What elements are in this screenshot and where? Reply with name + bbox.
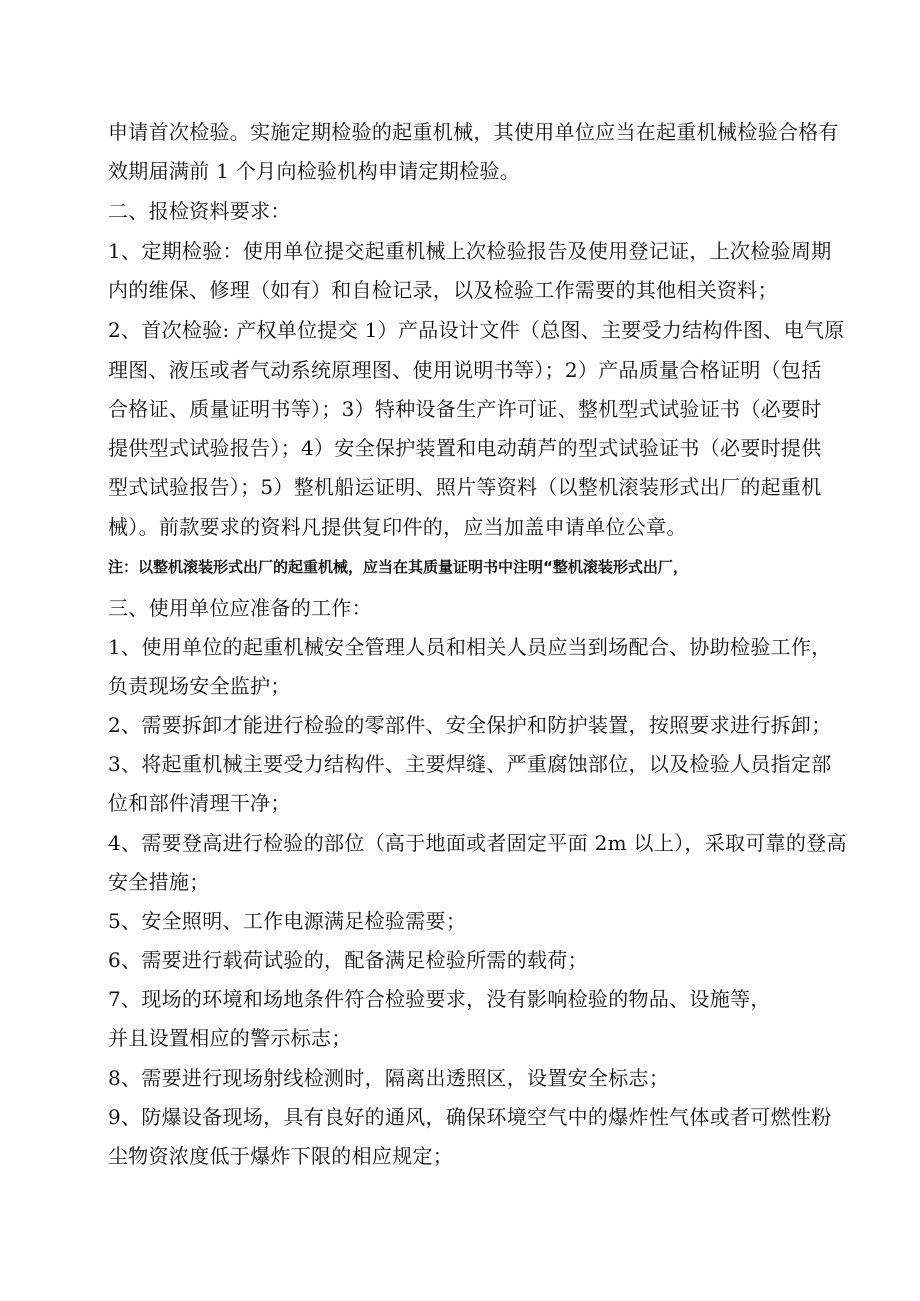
paragraph-line: 并且设置相应的警示标志； <box>108 1026 352 1050</box>
paragraph-line: 7、现场的环境和场地条件符合检验要求，没有影响检验的物品、设施等， <box>108 987 771 1011</box>
paragraph-line: 申请首次检验。实施定期检验的起重机械，其使用单位应当在起重机械检验合格有 <box>108 120 839 144</box>
paragraph-line: 安全措施； <box>108 870 210 894</box>
paragraph-line: 9、防爆设备现场，具有良好的通风，确保环境空气中的爆炸性气体或者可燃性粉 <box>108 1105 832 1129</box>
paragraph-line: 1、使用单位的起重机械安全管理人员和相关人员应当到场配合、协助检验工作， <box>108 635 832 659</box>
paragraph-line: 负责现场安全监护； <box>108 674 291 698</box>
paragraph-line: 提供型式试验报告）；4）安全保护装置和电动葫芦的型式试验证书（必要时提供 <box>108 436 822 460</box>
paragraph-line: 6、需要进行载荷试验的，配备满足检验所需的载荷； <box>108 948 588 972</box>
paragraph-line: 械）。前款要求的资料凡提供复印件的，应当加盖申请单位公章。 <box>108 515 687 539</box>
section-heading: 二、报检资料要求： <box>108 199 291 223</box>
paragraph-line: 3、将起重机械主要受力结构件、主要焊缝、严重腐蚀部位，以及检验人员指定部 <box>108 752 832 776</box>
paragraph-line: 4、需要登高进行检验的部位（高于地面或者固定平面 2m 以上），采取可靠的登高 <box>108 831 847 855</box>
paragraph-line: 内的维保、修理（如有）和自检记录，以及检验工作需要的其他相关资料； <box>108 278 778 302</box>
paragraph-line: 效期届满前 1 个月向检验机构申请定期检验。 <box>108 159 521 183</box>
paragraph-line: 尘物资浓度低于爆炸下限的相应规定； <box>108 1144 454 1168</box>
paragraph-line: 2、需要拆卸才能进行检验的零部件、安全保护和防护装置，按照要求进行拆卸； <box>108 713 832 737</box>
paragraph-line: 5、安全照明、工作电源满足检验需要； <box>108 909 467 933</box>
section-heading: 三、使用单位应准备的工作： <box>108 596 372 620</box>
paragraph-line: 型式试验报告）；5）整机船运证明、照片等资料（以整机滚装形式出厂的起重机 <box>108 475 822 499</box>
paragraph-line: 合格证、质量证明书等）；3）特种设备生产许可证、整机型式试验证书（必要时 <box>108 397 822 421</box>
paragraph-line: 位和部件清理干净； <box>108 791 291 815</box>
paragraph-line: 理图、液压或者气动系统原理图、使用说明书等）；2）产品质量合格证明（包括 <box>108 358 822 382</box>
note-text: 注：以整机滚装形式出厂的起重机械，应当在其质量证明书中注明“整机滚装形式出厂， <box>108 558 688 576</box>
paragraph-line: 2、首次检验: 产权单位提交 1）产品设计文件（总图、主要受力结构件图、电气原 <box>108 318 845 342</box>
paragraph-line: 8、需要进行现场射线检测时，隔离出透照区，设置安全标志； <box>108 1066 670 1090</box>
paragraph-line: 1、定期检验：使用单位提交起重机械上次检验报告及使用登记证，上次检验周期 <box>108 239 832 263</box>
